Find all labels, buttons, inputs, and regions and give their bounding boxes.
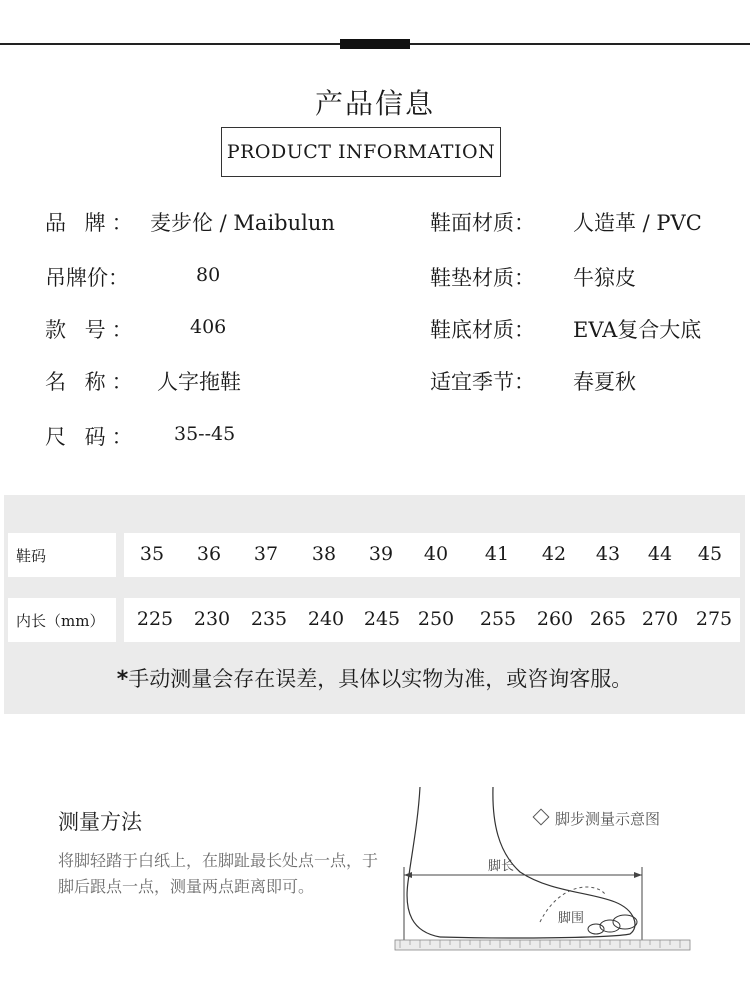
size-row — [124, 533, 740, 577]
size-table — [4, 495, 745, 714]
section-title: 产品信息 — [314, 87, 435, 120]
length-cell: 270 — [641, 608, 679, 630]
foot-heel-outline — [407, 787, 440, 937]
length-cell: 255 — [479, 608, 517, 630]
sole-material-label: 鞋底材质： — [430, 318, 535, 342]
section-subtitle-box — [221, 127, 501, 177]
season-label: 适宜季节： — [430, 370, 535, 394]
arrow-left-icon — [404, 872, 412, 878]
price-value: 80 — [196, 264, 221, 286]
name-label: 名 称： — [45, 370, 139, 394]
size-cell: 42 — [541, 543, 567, 565]
brand-label: 品 牌： — [45, 211, 139, 235]
section-subtitle: PRODUCT INFORMATION — [226, 141, 496, 163]
length-cell: 275 — [695, 608, 733, 630]
model-value: 406 — [190, 316, 227, 338]
size-cell: 44 — [647, 543, 673, 565]
note-text: 手动测量会存在误差，具体以实物为准，或咨询客服。 — [128, 667, 633, 691]
foot-girth-label: 脚围 — [558, 911, 585, 926]
brand-value: 麦步伦 / Maibulun — [150, 211, 335, 235]
sole-material-value: EVA复合大底 — [573, 318, 702, 342]
measure-method-description: 将脚轻踏于白纸上，在脚趾最长处点一点，于脚后跟点一点，测量两点距离即可。 — [58, 851, 379, 896]
length-cell: 235 — [250, 608, 288, 630]
size-cell: 40 — [423, 543, 449, 565]
foot-length-label: 脚长 — [488, 859, 515, 874]
size-cell: 43 — [595, 543, 621, 565]
length-row — [124, 598, 740, 642]
price-label: 吊牌价： — [45, 266, 129, 290]
length-cell: 240 — [307, 608, 345, 630]
length-cell: 225 — [136, 608, 174, 630]
diagram-caption: 脚步测量示意图 — [535, 808, 660, 829]
size-cell: 35 — [139, 543, 165, 565]
size-cell: 37 — [253, 543, 279, 565]
measurement-note — [4, 663, 745, 693]
length-cell: 250 — [417, 608, 455, 630]
size-cell: 36 — [196, 543, 222, 565]
top-rule-accent — [340, 39, 410, 49]
ruler — [395, 940, 690, 950]
length-cell: 260 — [536, 608, 574, 630]
length-cell: 230 — [193, 608, 231, 630]
upper-material-value: 人造革 / PVC — [573, 211, 702, 235]
size-label: 尺 码： — [45, 425, 139, 449]
size-cell: 41 — [484, 543, 510, 565]
name-value: 人字拖鞋 — [157, 370, 241, 394]
size-value: 35--45 — [174, 423, 236, 445]
length-cell: 265 — [589, 608, 627, 630]
model-label: 款 号： — [45, 318, 139, 342]
length-cell: 245 — [363, 608, 401, 630]
arrow-right-icon — [634, 872, 642, 878]
size-cell: 38 — [311, 543, 337, 565]
note-star: * — [116, 667, 129, 692]
size-cell: 45 — [697, 543, 723, 565]
size-cell: 39 — [368, 543, 394, 565]
season-value: 春夏秋 — [573, 370, 636, 394]
insole-material-label: 鞋垫材质： — [430, 266, 535, 290]
upper-material-label: 鞋面材质： — [430, 211, 535, 235]
foot-top-outline — [440, 787, 635, 938]
measure-method-title: 测量方法 — [58, 810, 142, 834]
length-row-label: 内长（mm） — [8, 598, 116, 642]
foot-measure-diagram — [390, 782, 700, 957]
size-row-label: 鞋码 — [8, 533, 116, 577]
insole-material-value: 牛猄皮 — [573, 266, 636, 290]
